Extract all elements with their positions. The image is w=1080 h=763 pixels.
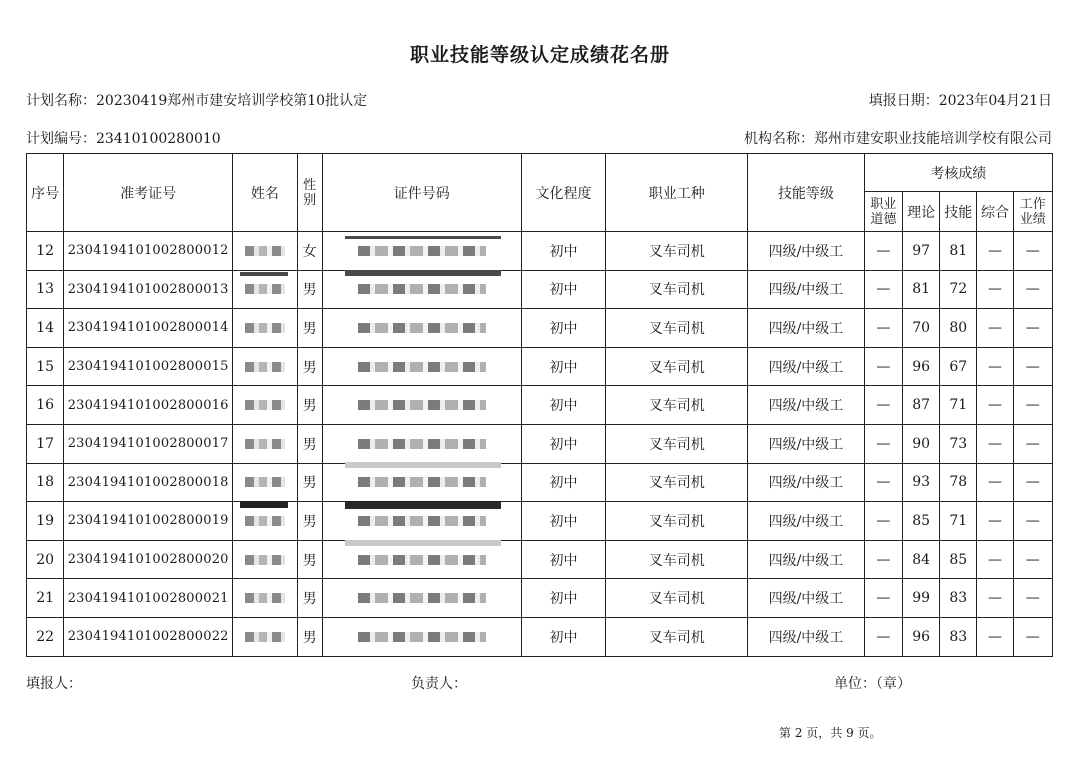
cell-theory: 97	[903, 232, 940, 271]
header-skill-level: 技能等级	[748, 154, 865, 232]
cell-theory: 87	[903, 386, 940, 425]
redacted-name-block	[245, 246, 285, 256]
cell-gender: 女	[297, 232, 322, 271]
cell-skill: 81	[940, 232, 977, 271]
table-row	[27, 309, 1053, 348]
redacted-name-block	[245, 593, 285, 603]
redaction-bar	[345, 540, 501, 546]
cell-name	[233, 463, 297, 502]
cell-work: —	[1013, 270, 1052, 309]
cell-skill-level: 四级/中级工	[748, 424, 865, 463]
cell-work: —	[1013, 347, 1052, 386]
cell-overall: —	[977, 579, 1013, 618]
cell-name	[233, 424, 297, 463]
redacted-idnum-block	[358, 593, 486, 603]
cell-id-no	[322, 579, 521, 618]
header-education: 文化程度	[521, 154, 605, 232]
cell-education: 初中	[521, 463, 605, 502]
cell-skill: 83	[940, 617, 977, 656]
redacted-name-block	[245, 400, 285, 410]
cell-theory: 84	[903, 540, 940, 579]
redacted-name-block	[245, 555, 285, 565]
cell-ethics: —	[864, 347, 902, 386]
cell-occupation: 叉车司机	[606, 617, 748, 656]
redacted-name-block	[245, 439, 285, 449]
header-skill: 技能	[940, 192, 977, 232]
cell-exam-no: 2304194101002800020	[64, 540, 233, 579]
cell-education: 初中	[521, 540, 605, 579]
cell-exam-no: 2304194101002800017	[64, 424, 233, 463]
redacted-idnum-block	[358, 477, 486, 487]
redacted-idnum-block	[358, 323, 486, 333]
cell-overall: —	[977, 386, 1013, 425]
cell-education: 初中	[521, 232, 605, 271]
cell-theory: 81	[903, 270, 940, 309]
redaction-bar	[345, 462, 501, 468]
cell-gender: 男	[297, 579, 322, 618]
cell-id-no	[322, 463, 521, 502]
table-row	[27, 540, 1053, 579]
cell-work: —	[1013, 617, 1052, 656]
redacted-name-block	[245, 362, 285, 372]
cell-skill: 71	[940, 502, 977, 541]
cell-ethics: —	[864, 309, 902, 348]
cell-skill-level: 四级/中级工	[748, 309, 865, 348]
cell-skill-level: 四级/中级工	[748, 386, 865, 425]
cell-gender: 男	[297, 424, 322, 463]
cell-seq: 21	[27, 579, 64, 618]
cell-overall: —	[977, 309, 1013, 348]
cell-exam-no: 2304194101002800015	[64, 347, 233, 386]
cell-overall: —	[977, 347, 1013, 386]
cell-gender: 男	[297, 347, 322, 386]
cell-exam-no: 2304194101002800013	[64, 270, 233, 309]
cell-theory: 96	[903, 347, 940, 386]
cell-overall: —	[977, 540, 1013, 579]
cell-id-no	[322, 617, 521, 656]
cell-ethics: —	[864, 424, 902, 463]
cell-skill-level: 四级/中级工	[748, 502, 865, 541]
cell-seq: 12	[27, 232, 64, 271]
cell-occupation: 叉车司机	[606, 232, 748, 271]
cell-overall: —	[977, 617, 1013, 656]
cell-exam-no: 2304194101002800022	[64, 617, 233, 656]
cell-work: —	[1013, 540, 1052, 579]
cell-id-no	[322, 386, 521, 425]
cell-exam-no: 2304194101002800018	[64, 463, 233, 502]
cell-skill: 73	[940, 424, 977, 463]
redacted-name-block	[245, 516, 285, 526]
header-theory: 理论	[903, 192, 940, 232]
header-name: 姓名	[233, 154, 297, 232]
cell-theory: 85	[903, 502, 940, 541]
table-row	[27, 270, 1053, 309]
cell-theory: 90	[903, 424, 940, 463]
cell-ethics: —	[864, 270, 902, 309]
cell-skill-level: 四级/中级工	[748, 232, 865, 271]
cell-skill: 85	[940, 540, 977, 579]
cell-id-no	[322, 309, 521, 348]
cell-education: 初中	[521, 270, 605, 309]
header-scores: 考核成绩	[864, 154, 1052, 192]
cell-gender: 男	[297, 617, 322, 656]
table-row	[27, 347, 1053, 386]
cell-skill: 83	[940, 579, 977, 618]
cell-seq: 20	[27, 540, 64, 579]
redaction-bar	[240, 272, 288, 276]
table-row	[27, 424, 1053, 463]
redacted-idnum-block	[358, 516, 486, 526]
fill-date: 填报日期：2023年04月21日	[868, 93, 1052, 109]
cell-work: —	[1013, 502, 1052, 541]
cell-occupation: 叉车司机	[606, 347, 748, 386]
table-row	[27, 579, 1053, 618]
table-row	[27, 232, 1053, 271]
redacted-idnum-block	[358, 284, 486, 294]
cell-theory: 70	[903, 309, 940, 348]
cell-ethics: —	[864, 386, 902, 425]
page-info: 第 2 页，共 9 页。	[779, 726, 882, 740]
cell-name	[233, 386, 297, 425]
cell-name	[233, 232, 297, 271]
cell-seq: 19	[27, 502, 64, 541]
institution-name: 机构名称：郑州市建安职业技能培训学校有限公司	[744, 131, 1052, 147]
plan-code: 计划编号：23410100280010	[26, 131, 221, 147]
cell-seq: 16	[27, 386, 64, 425]
cell-skill-level: 四级/中级工	[748, 579, 865, 618]
cell-gender: 男	[297, 386, 322, 425]
cell-exam-no: 2304194101002800016	[64, 386, 233, 425]
cell-name	[233, 309, 297, 348]
header-seq: 序号	[27, 154, 64, 232]
table-row	[27, 617, 1053, 656]
cell-education: 初中	[521, 347, 605, 386]
plan-name: 计划名称：20230419郑州市建安培训学校第10批认定	[26, 93, 368, 109]
cell-ethics: —	[864, 232, 902, 271]
header-exam-no: 准考证号	[64, 154, 233, 232]
redaction-bar	[240, 502, 288, 508]
redaction-bar	[345, 270, 501, 276]
cell-theory: 96	[903, 617, 940, 656]
redacted-name-block	[245, 632, 285, 642]
header-id-no: 证件号码	[322, 154, 521, 232]
cell-work: —	[1013, 463, 1052, 502]
cell-exam-no: 2304194101002800019	[64, 502, 233, 541]
cell-id-no	[322, 540, 521, 579]
cell-skill: 72	[940, 270, 977, 309]
cell-name	[233, 617, 297, 656]
cell-work: —	[1013, 579, 1052, 618]
cell-overall: —	[977, 270, 1013, 309]
cell-id-no	[322, 347, 521, 386]
cell-ethics: —	[864, 579, 902, 618]
cell-occupation: 叉车司机	[606, 502, 748, 541]
table-row	[27, 463, 1053, 502]
cell-occupation: 叉车司机	[606, 540, 748, 579]
cell-occupation: 叉车司机	[606, 463, 748, 502]
page-title: 职业技能等级认定成绩花名册	[409, 44, 670, 66]
header-ethics: 职业道德	[864, 192, 902, 232]
cell-overall: —	[977, 232, 1013, 271]
header-gender: 性别	[297, 154, 322, 232]
redacted-idnum-block	[358, 555, 486, 565]
cell-seq: 15	[27, 347, 64, 386]
cell-ethics: —	[864, 463, 902, 502]
cell-name	[233, 579, 297, 618]
table-row	[27, 502, 1053, 541]
cell-gender: 男	[297, 540, 322, 579]
cell-occupation: 叉车司机	[606, 270, 748, 309]
header-occupation: 职业工种	[606, 154, 748, 232]
cell-education: 初中	[521, 424, 605, 463]
unit-seal-label: 单位：（章）	[834, 676, 911, 692]
cell-exam-no: 2304194101002800014	[64, 309, 233, 348]
cell-seq: 13	[27, 270, 64, 309]
table-row	[27, 386, 1053, 425]
cell-occupation: 叉车司机	[606, 386, 748, 425]
filler-label: 填报人：	[26, 676, 82, 692]
cell-education: 初中	[521, 617, 605, 656]
redaction-bar	[345, 236, 501, 239]
cell-education: 初中	[521, 502, 605, 541]
cell-skill: 71	[940, 386, 977, 425]
redacted-idnum-block	[358, 632, 486, 642]
score-roster-table	[26, 153, 1053, 657]
cell-seq: 22	[27, 617, 64, 656]
cell-education: 初中	[521, 309, 605, 348]
cell-id-no	[322, 424, 521, 463]
redacted-name-block	[245, 323, 285, 333]
cell-work: —	[1013, 309, 1052, 348]
redaction-bar	[345, 502, 501, 509]
cell-occupation: 叉车司机	[606, 309, 748, 348]
cell-skill-level: 四级/中级工	[748, 540, 865, 579]
cell-name	[233, 540, 297, 579]
cell-theory: 99	[903, 579, 940, 618]
redacted-idnum-block	[358, 246, 486, 256]
cell-skill: 67	[940, 347, 977, 386]
cell-seq: 14	[27, 309, 64, 348]
cell-ethics: —	[864, 617, 902, 656]
cell-skill-level: 四级/中级工	[748, 347, 865, 386]
cell-ethics: —	[864, 540, 902, 579]
responsible-label: 负责人：	[411, 676, 467, 692]
cell-skill-level: 四级/中级工	[748, 463, 865, 502]
cell-gender: 男	[297, 502, 322, 541]
cell-work: —	[1013, 386, 1052, 425]
cell-seq: 17	[27, 424, 64, 463]
cell-skill-level: 四级/中级工	[748, 617, 865, 656]
cell-seq: 18	[27, 463, 64, 502]
redacted-name-block	[245, 284, 285, 294]
cell-ethics: —	[864, 502, 902, 541]
header-overall: 综合	[977, 192, 1013, 232]
cell-theory: 93	[903, 463, 940, 502]
cell-education: 初中	[521, 579, 605, 618]
cell-overall: —	[977, 463, 1013, 502]
cell-skill: 80	[940, 309, 977, 348]
cell-skill-level: 四级/中级工	[748, 270, 865, 309]
cell-education: 初中	[521, 386, 605, 425]
redacted-name-block	[245, 477, 285, 487]
cell-skill: 78	[940, 463, 977, 502]
cell-gender: 男	[297, 309, 322, 348]
redacted-idnum-block	[358, 439, 486, 449]
cell-overall: —	[977, 424, 1013, 463]
header-work: 工作业绩	[1013, 192, 1052, 232]
cell-work: —	[1013, 424, 1052, 463]
cell-occupation: 叉车司机	[606, 579, 748, 618]
cell-exam-no: 2304194101002800012	[64, 232, 233, 271]
cell-gender: 男	[297, 270, 322, 309]
cell-overall: —	[977, 502, 1013, 541]
cell-name	[233, 347, 297, 386]
cell-work: —	[1013, 232, 1052, 271]
cell-gender: 男	[297, 463, 322, 502]
cell-exam-no: 2304194101002800021	[64, 579, 233, 618]
redacted-idnum-block	[358, 400, 486, 410]
cell-occupation: 叉车司机	[606, 424, 748, 463]
redacted-idnum-block	[358, 362, 486, 372]
